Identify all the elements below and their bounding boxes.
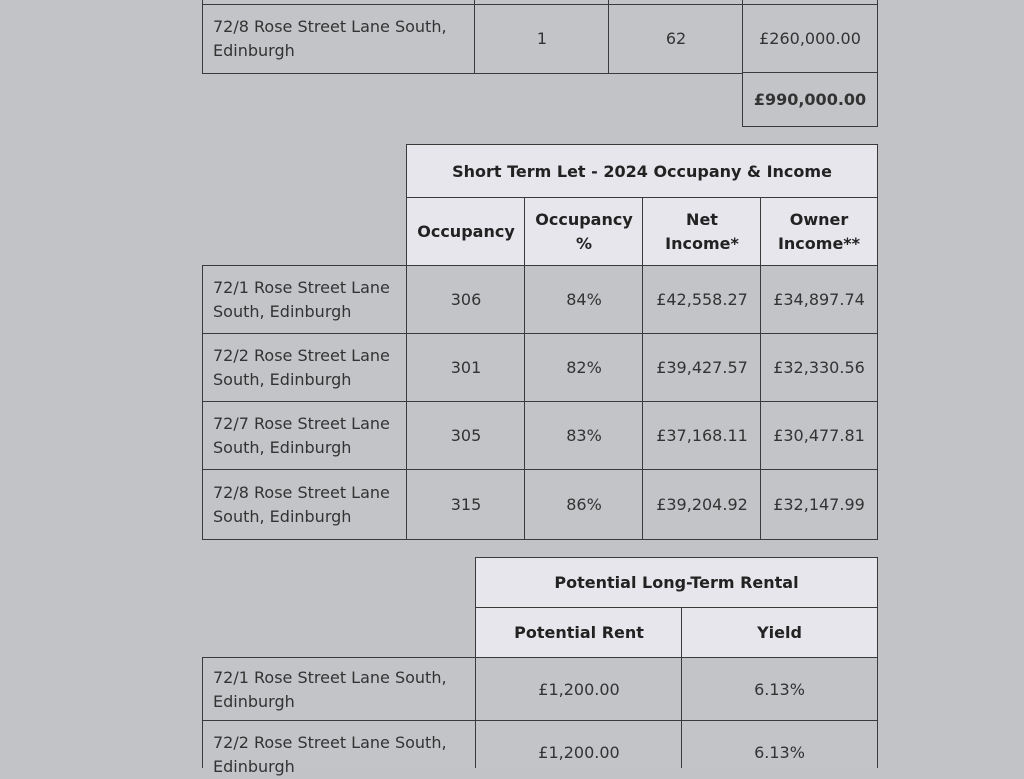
lt-row-2-yield: 6.13% xyxy=(681,720,878,768)
lt-row-1-property: 72/1 Rose Street Lane South, Edinburgh xyxy=(202,657,477,722)
sales-row-1-price: £260,000.00 xyxy=(742,4,878,74)
sales-row-1-property: 72/8 Rose Street Lane South, Edinburgh xyxy=(202,4,476,74)
st-row-3-owner-income: £30,477.81 xyxy=(760,401,878,471)
header-potential-rent: Potential Rent xyxy=(475,607,683,659)
header-occupancy-pct: Occupancy % xyxy=(524,197,644,267)
st-row-3-property: 72/7 Rose Street Lane South, Edinburgh xyxy=(202,401,408,471)
st-row-1-owner-income: £34,897.74 xyxy=(760,265,878,335)
st-row-2-occupancy: 301 xyxy=(406,333,526,403)
st-row-3-net-income: £37,168.11 xyxy=(642,401,762,471)
sales-total: £990,000.00 xyxy=(742,72,878,127)
header-occupancy: Occupancy xyxy=(406,197,526,267)
st-row-1-occupancy: 306 xyxy=(406,265,526,335)
lt-row-2-rent: £1,200.00 xyxy=(475,720,683,768)
st-row-3-occupancy-pct: 83% xyxy=(524,401,644,471)
sales-row-1-bedrooms: 1 xyxy=(474,4,610,74)
st-row-4-net-income: £39,204.92 xyxy=(642,469,762,540)
header-owner-income: Owner Income** xyxy=(760,197,878,267)
st-row-4-occupancy-pct: 86% xyxy=(524,469,644,540)
st-row-2-owner-income: £32,330.56 xyxy=(760,333,878,403)
long-term-title: Potential Long-Term Rental xyxy=(475,557,878,609)
st-row-1-net-income: £42,558.27 xyxy=(642,265,762,335)
lt-row-2-property: 72/2 Rose Street Lane South, Edinburgh xyxy=(202,720,477,768)
lt-row-1-yield: 6.13% xyxy=(681,657,878,722)
header-net-income: Net Income* xyxy=(642,197,762,267)
short-term-title: Short Term Let - 2024 Occupany & Income xyxy=(406,144,878,199)
st-row-1-property: 72/1 Rose Street Lane South, Edinburgh xyxy=(202,265,408,335)
st-row-3-occupancy: 305 xyxy=(406,401,526,471)
st-row-2-occupancy-pct: 82% xyxy=(524,333,644,403)
sales-row-1-size: 62 xyxy=(608,4,744,74)
st-row-2-property: 72/2 Rose Street Lane South, Edinburgh xyxy=(202,333,408,403)
lt-row-1-rent: £1,200.00 xyxy=(475,657,683,722)
st-row-4-property: 72/8 Rose Street Lane South, Edinburgh xyxy=(202,469,408,540)
st-row-4-occupancy: 315 xyxy=(406,469,526,540)
header-yield: Yield xyxy=(681,607,878,659)
st-row-4-owner-income: £32,147.99 xyxy=(760,469,878,540)
st-row-1-occupancy-pct: 84% xyxy=(524,265,644,335)
st-row-2-net-income: £39,427.57 xyxy=(642,333,762,403)
